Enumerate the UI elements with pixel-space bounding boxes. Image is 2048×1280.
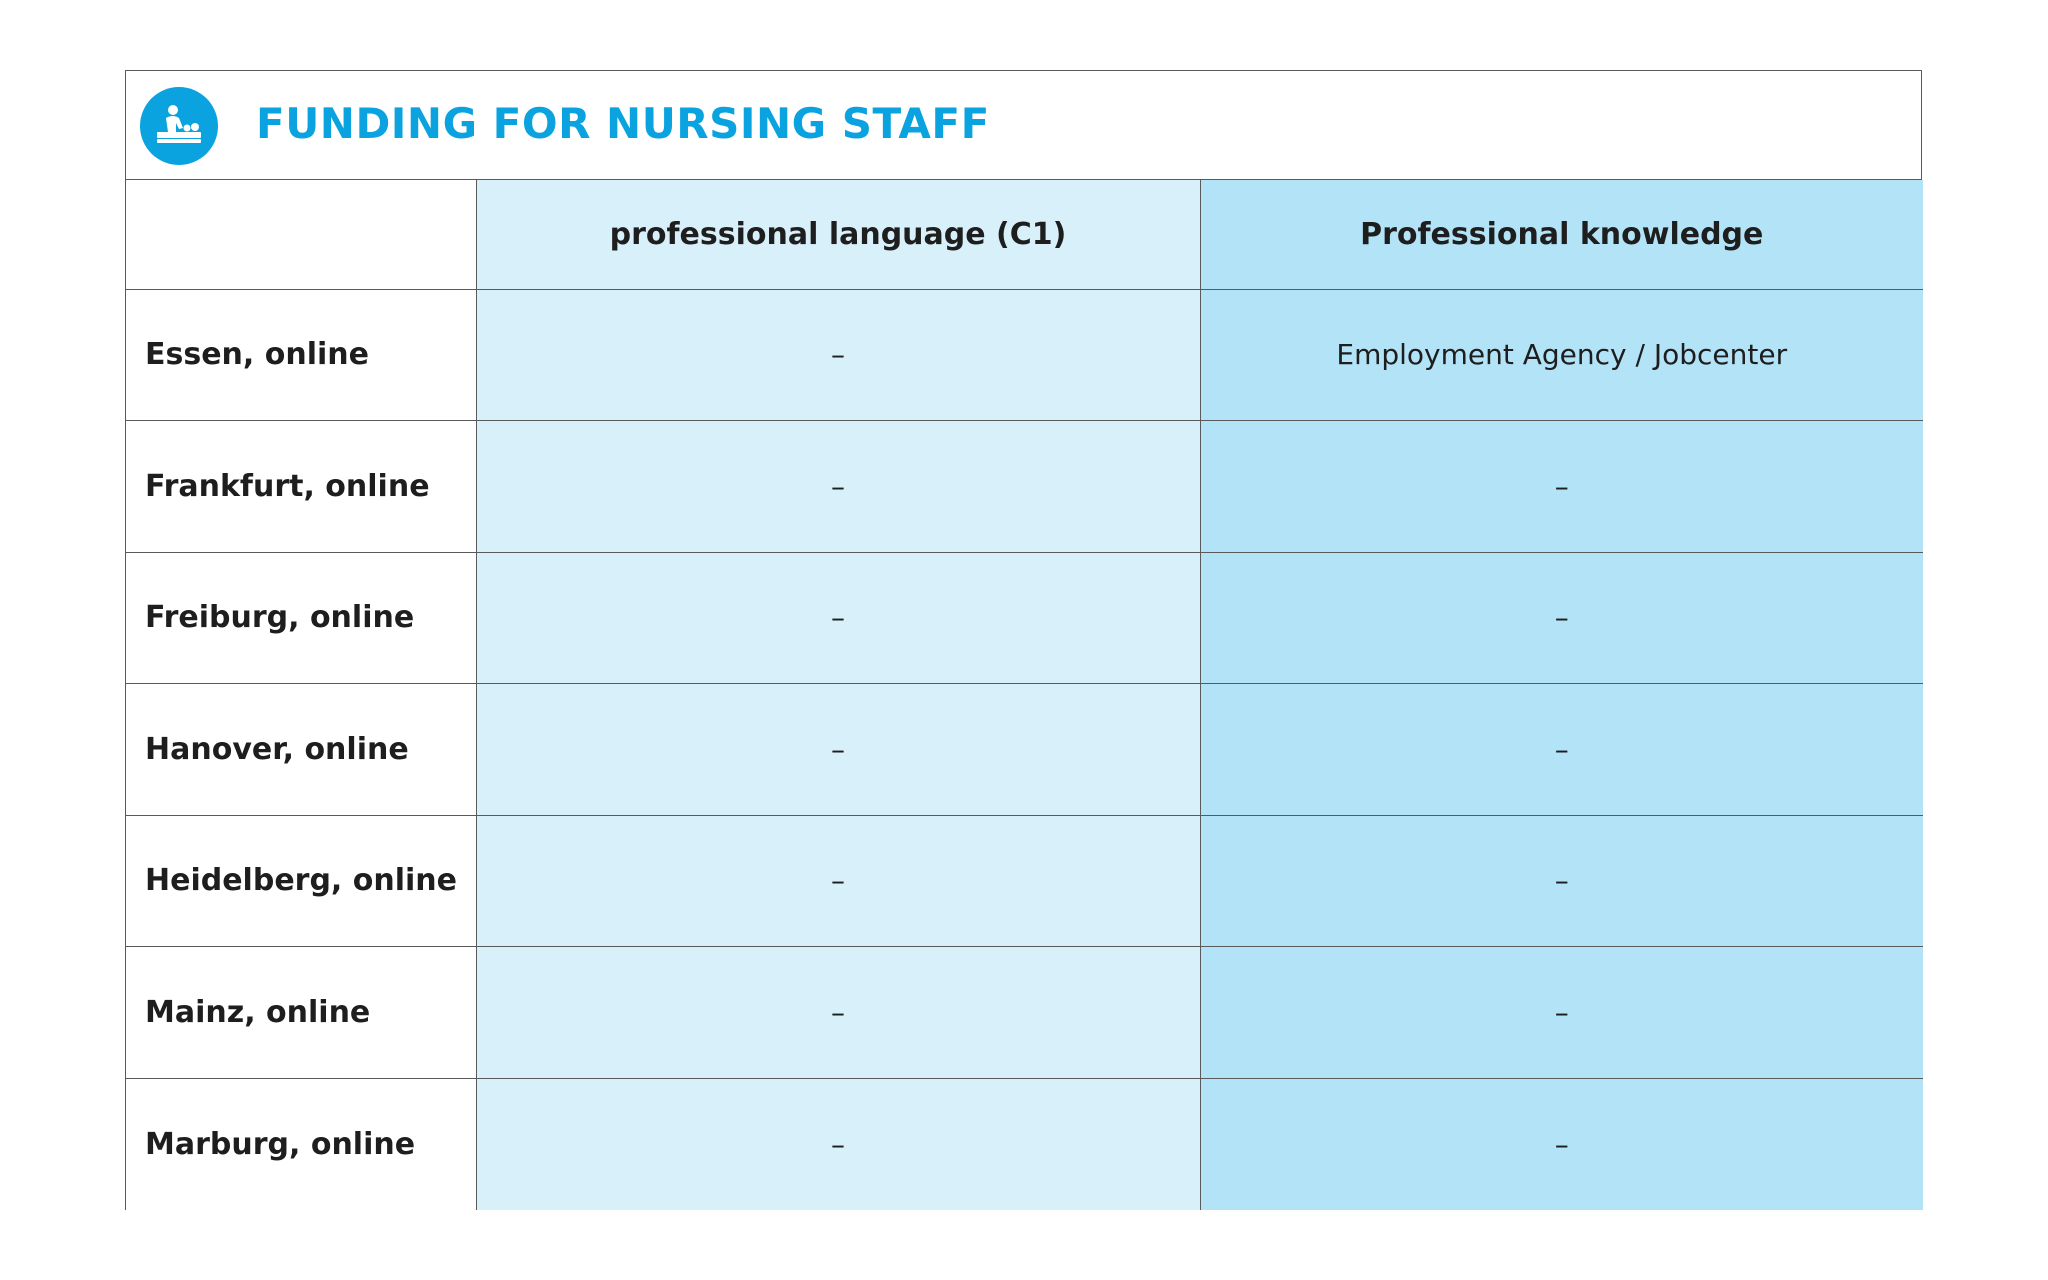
funding-table bbox=[126, 180, 1923, 1210]
column-header-empty bbox=[126, 180, 476, 289]
language-funding-cell: – bbox=[476, 1078, 1200, 1210]
title-bar bbox=[126, 71, 1921, 180]
language-funding-cell: – bbox=[476, 947, 1200, 1079]
table-header-row bbox=[126, 180, 1923, 289]
table-row bbox=[126, 289, 1923, 421]
location-cell: Frankfurt, online bbox=[126, 421, 476, 553]
knowledge-funding-cell: – bbox=[1200, 684, 1923, 816]
location-cell: Mainz, online bbox=[126, 947, 476, 1079]
location-cell: Heidelberg, online bbox=[126, 815, 476, 947]
table-row bbox=[126, 684, 1923, 816]
page-title: FUNDING FOR NURSING STAFF bbox=[256, 99, 990, 148]
location-cell: Hanover, online bbox=[126, 684, 476, 816]
nursing-care-icon bbox=[140, 87, 218, 165]
language-funding-cell: – bbox=[476, 684, 1200, 816]
nursing-care-icon-glyph bbox=[149, 96, 209, 156]
table-row bbox=[126, 1078, 1923, 1210]
table-row bbox=[126, 421, 1923, 553]
table-row bbox=[126, 947, 1923, 1079]
location-cell: Essen, online bbox=[126, 289, 476, 421]
table-row bbox=[126, 552, 1923, 684]
funding-table-card bbox=[125, 70, 1922, 1210]
table-row bbox=[126, 815, 1923, 947]
location-cell: Freiburg, online bbox=[126, 552, 476, 684]
knowledge-funding-cell: – bbox=[1200, 947, 1923, 1079]
column-header-language: professional language (C1) bbox=[476, 180, 1200, 289]
language-funding-cell: – bbox=[476, 289, 1200, 421]
language-funding-cell: – bbox=[476, 815, 1200, 947]
knowledge-funding-cell: – bbox=[1200, 552, 1923, 684]
column-header-knowledge: Professional knowledge bbox=[1200, 180, 1923, 289]
knowledge-funding-cell: – bbox=[1200, 421, 1923, 553]
language-funding-cell: – bbox=[476, 421, 1200, 553]
knowledge-funding-cell: Employment Agency / Jobcenter bbox=[1200, 289, 1923, 421]
knowledge-funding-cell: – bbox=[1200, 815, 1923, 947]
knowledge-funding-cell: – bbox=[1200, 1078, 1923, 1210]
location-cell: Marburg, online bbox=[126, 1078, 476, 1210]
language-funding-cell: – bbox=[476, 552, 1200, 684]
